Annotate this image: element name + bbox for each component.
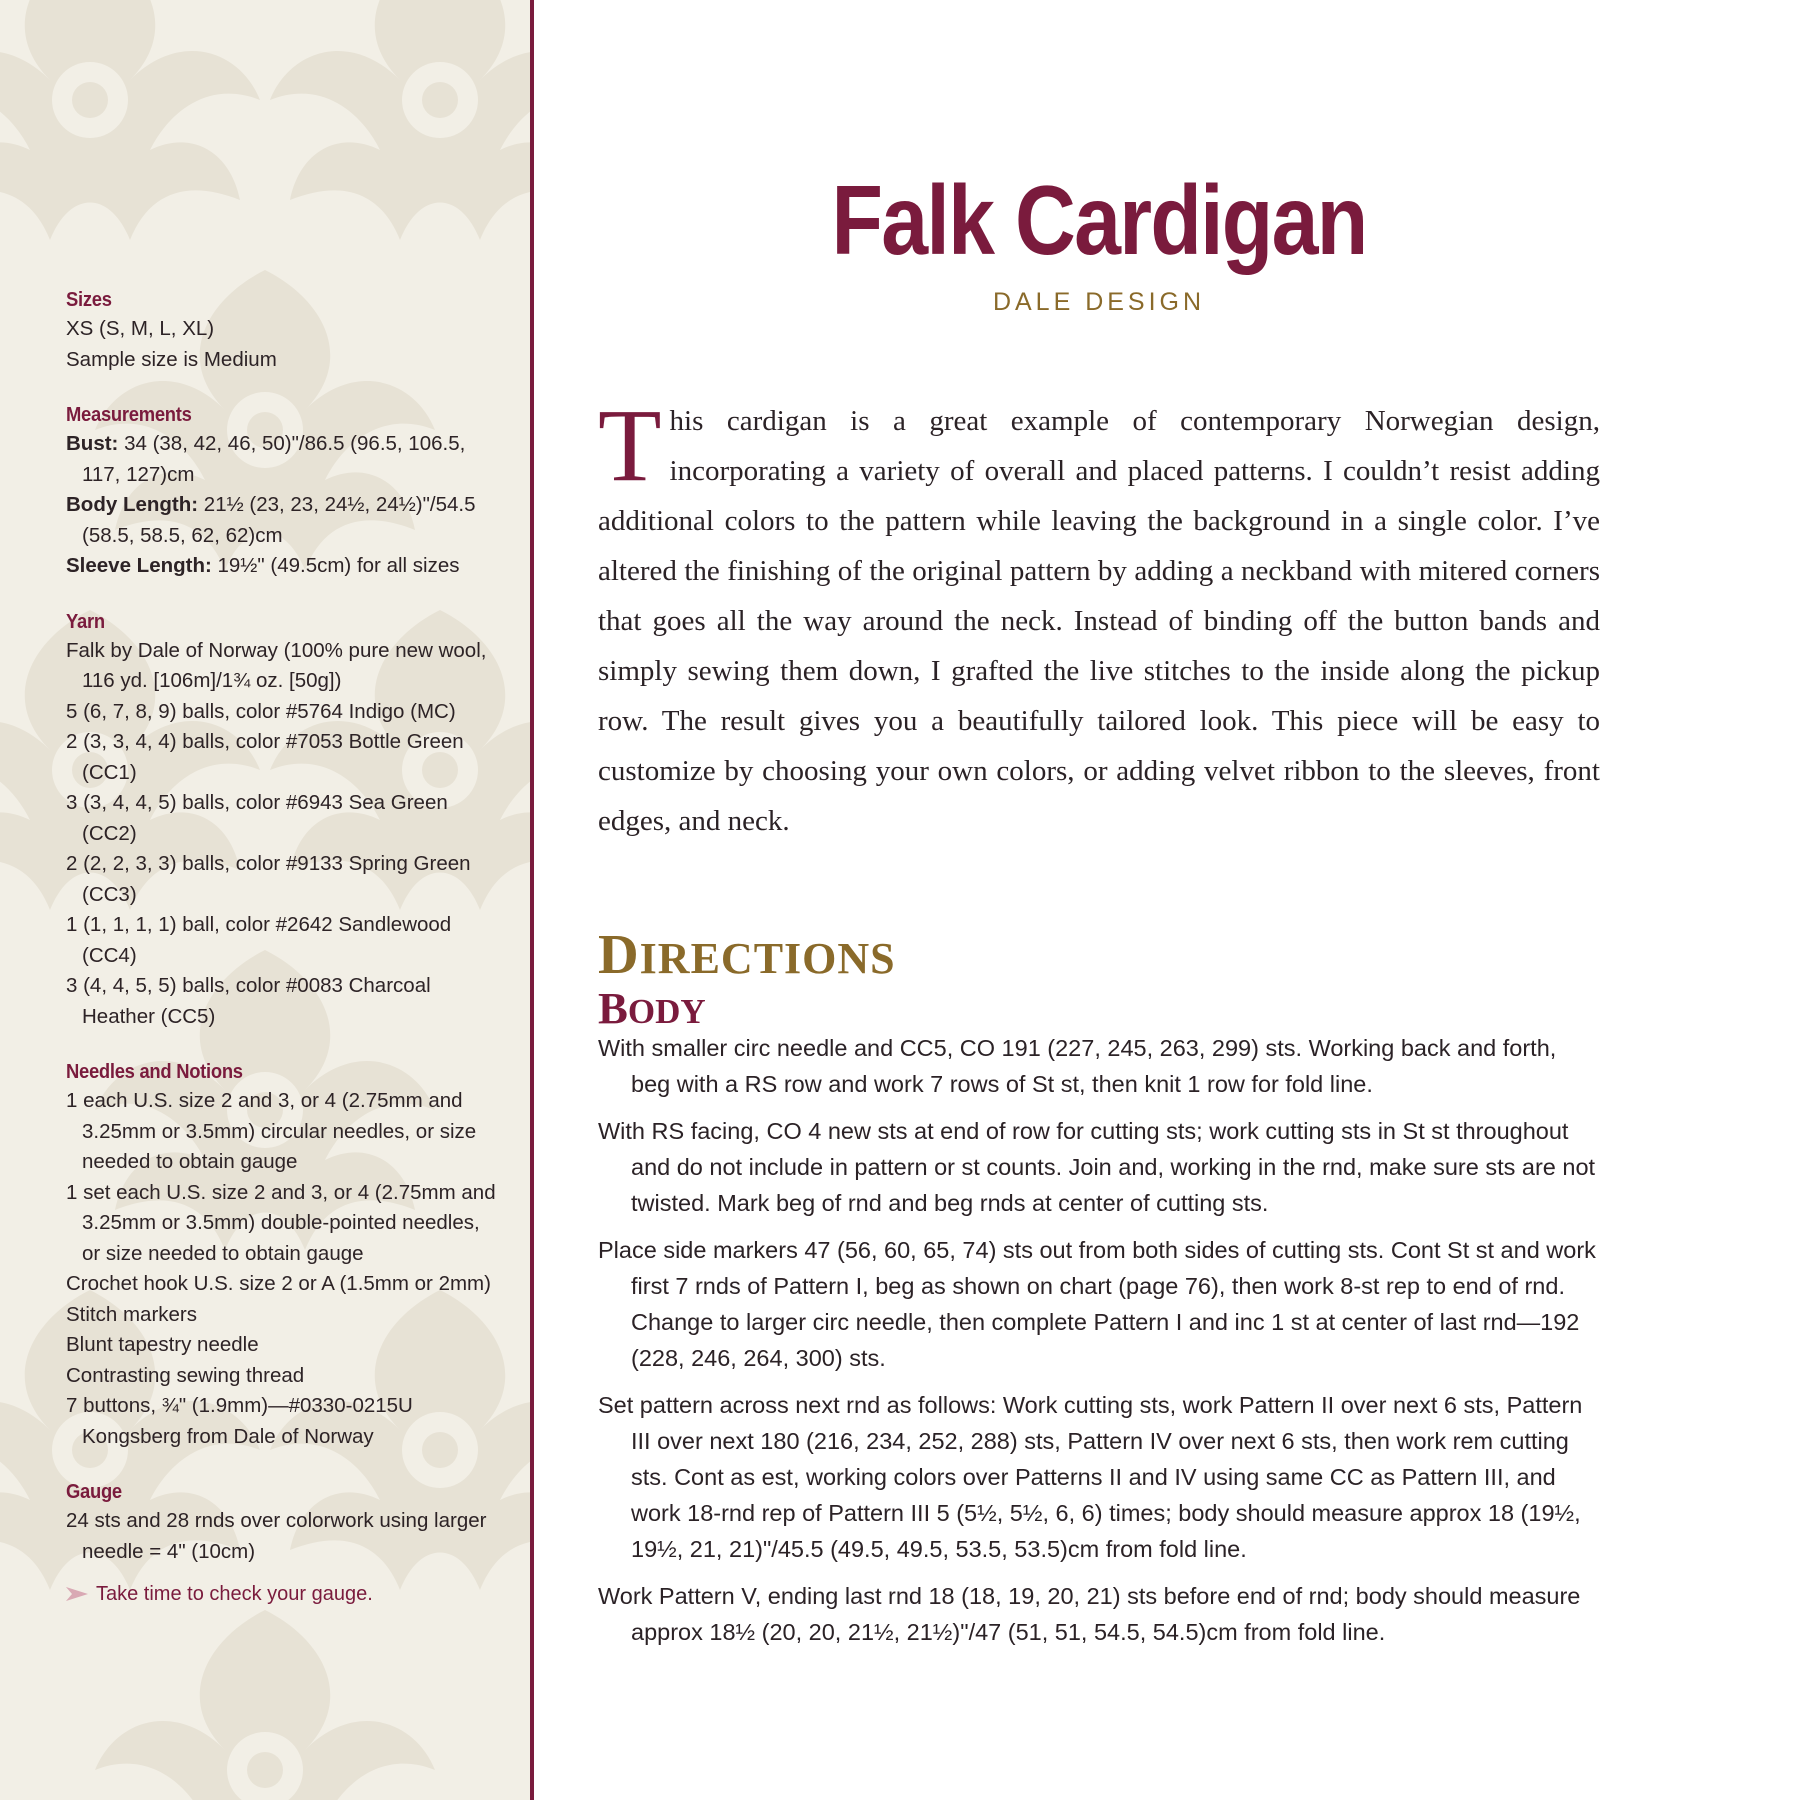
spec-line bbox=[66, 971, 496, 1032]
arrow-right-icon bbox=[66, 1585, 88, 1603]
spec-line bbox=[66, 788, 496, 849]
spec-section bbox=[66, 286, 496, 375]
spec-line bbox=[66, 490, 496, 551]
spec-text: 1 (1, 1, 1, 1) ball, color #2642 Sandlewood (CC4) bbox=[66, 913, 452, 967]
spec-text: 3 (4, 4, 5, 5) balls, color #0083 Charcoal Heather (CC5) bbox=[66, 974, 431, 1028]
spec-line bbox=[66, 314, 496, 345]
intro-paragraph bbox=[598, 388, 1600, 846]
drop-cap: T bbox=[598, 388, 662, 503]
spec-heading: Yarn bbox=[66, 610, 105, 633]
spec-text: 19½" (49.5cm) for all sizes bbox=[211, 554, 460, 577]
body-instructions bbox=[598, 1030, 1600, 1661]
spec-text: Crochet hook U.S. size 2 or A (1.5mm or 2mm) bbox=[66, 1272, 491, 1295]
spec-line bbox=[66, 551, 496, 582]
sidebar-content bbox=[66, 286, 496, 1636]
spec-text: 5 (6, 7, 8, 9) balls, color #5764 Indigo (MC) bbox=[66, 699, 456, 723]
spec-label: Bust: bbox=[66, 432, 119, 455]
spec-heading: Sizes bbox=[66, 289, 112, 311]
spec-text: Sample size is Medium bbox=[66, 347, 277, 371]
spec-text: Stitch markers bbox=[66, 1302, 197, 1326]
spec-section bbox=[66, 1058, 496, 1452]
spec-text: 2 (2, 2, 3, 3) balls, color #9133 Spring Green (CC3) bbox=[66, 852, 471, 906]
instruction-paragraph: With smaller circ needle and CC5, CO 191 (227, 245, 263, 299) sts. Working back and forth, beg with a RS row and work 7 rows of St st, then knit 1 row for fold line. bbox=[598, 1035, 1557, 1097]
spec-line bbox=[66, 727, 496, 788]
spec-text: 34 (38, 42, 46, 50)"/86.5 (96.5, 106.5, 117, 127)cm bbox=[82, 432, 466, 486]
spec-heading: Needles and Notions bbox=[66, 1061, 243, 1083]
spec-text: 7 buttons, ¾" (1.9mm)—#0330-0215U Kongsberg from Dale of Norway bbox=[66, 1394, 413, 1448]
body-heading: BODY bbox=[598, 983, 706, 1033]
spec-section bbox=[66, 401, 496, 582]
spec-line bbox=[66, 1506, 496, 1567]
main-content bbox=[598, 0, 1600, 1800]
spec-heading: Gauge bbox=[66, 1481, 122, 1503]
spec-line bbox=[66, 697, 496, 728]
spec-label: Body Length: bbox=[66, 493, 199, 516]
spec-text: Contrasting sewing thread bbox=[66, 1363, 305, 1387]
instruction-paragraph: Set pattern across next rnd as follows: Work cutting sts, work Pattern II over next 6 sts, Pattern III over next 180 (216, 234, 252, 288) sts, Pattern IV over next 6 sts, then work rem cutting sts. Cont as est, working colors over Patterns II and IV using same CC as Pattern III, and work 18-rnd rep of Pattern III 5 (5½, 5½, 6, 6) times; body should measure approx 18 (19½, 19½, 21, 21)"/45.5 (49.5, 49.5, 53.5, 53.5)cm from fold line. bbox=[598, 1392, 1583, 1562]
spec-text: Falk by Dale of Norway (100% pure new wool, 116 yd. [106m]/1¾ oz. [50g]) bbox=[66, 638, 487, 692]
spec-line bbox=[66, 1269, 496, 1300]
designer-credit: DALE DESIGN bbox=[992, 288, 1206, 316]
spec-section bbox=[66, 1478, 496, 1610]
spec-text: Blunt tapestry needle bbox=[66, 1333, 259, 1356]
spec-line bbox=[66, 1361, 496, 1392]
spec-line bbox=[66, 345, 496, 376]
page-title: Falk Cardigan bbox=[831, 165, 1367, 275]
spec-text: 3 (3, 4, 4, 5) balls, color #6943 Sea Green (CC2) bbox=[66, 791, 448, 845]
instruction-paragraph: Place side markers 47 (56, 60, 65, 74) sts out from both sides of cutting sts. Cont St st and work first 7 rnds of Pattern I, beg as shown on chart (page 76), then work 8-st rep to end of rnd. Change to larger circ needle, then complete Pattern I and inc 1 st at center of last rnd—192 (228, 246, 264, 300) sts. bbox=[598, 1237, 1596, 1371]
directions-heading: DIRECTIONS bbox=[598, 924, 896, 986]
instruction-paragraph: With RS facing, CO 4 new sts at end of row for cutting sts; work cutting sts in St st throughout and do not include in pattern or st counts. Join and, working in the rnd, make sure sts are not twisted. Mark beg of rnd and beg rnds at center of cutting sts. bbox=[598, 1118, 1596, 1216]
sidebar bbox=[0, 0, 530, 1800]
spec-line bbox=[66, 636, 496, 697]
spec-text: 1 set each U.S. size 2 and 3, or 4 (2.75mm and 3.25mm or 3.5mm) double-pointed needles, or size needed to obtain gauge bbox=[66, 1180, 496, 1265]
spec-line bbox=[66, 1330, 496, 1361]
spec-line bbox=[66, 1391, 496, 1452]
sidebar-divider bbox=[530, 0, 534, 1800]
spec-section bbox=[66, 608, 496, 1033]
spec-text: XS (S, M, L, XL) bbox=[66, 317, 215, 340]
spec-label: Sleeve Length: bbox=[66, 554, 212, 577]
spec-text: 1 each U.S. size 2 and 3, or 4 (2.75mm and 3.25mm or 3.5mm) circular needles, or size needed to obtain gauge bbox=[66, 1089, 477, 1173]
spec-line bbox=[66, 1086, 496, 1178]
intro-text: his cardigan is a great example of contemporary Norwegian design, incorporating a variety of overall and placed patterns. I couldn’t resist adding additional colors to the pattern while leaving the background in a single color. I’ve altered the finishing of the original pattern by adding a neckband with mitered corners that goes all the way around the neck. Instead of binding off the button bands and simply sewing them down, I grafted the live stitches to the inside along the pickup row. The result gives you a beautifully tailored look. This piece will be easy to customize by choosing your own colors, or adding velvet ribbon to the sleeves, front edges, and neck. bbox=[598, 405, 1600, 837]
spec-text: 2 (3, 3, 4, 4) balls, color #7053 Bottle Green (CC1) bbox=[66, 730, 464, 784]
spec-line bbox=[66, 1178, 496, 1270]
spec-heading: Measurements bbox=[66, 404, 192, 426]
gauge-note-text: Take time to check your gauge. bbox=[96, 1583, 373, 1605]
spec-text: 24 sts and 28 rnds over colorwork using larger needle = 4" (10cm) bbox=[66, 1509, 487, 1563]
spec-line bbox=[66, 429, 496, 490]
spec-line bbox=[66, 1300, 496, 1331]
spec-line bbox=[66, 910, 496, 971]
spec-line bbox=[66, 849, 496, 910]
spec-text: 21½ (23, 23, 24½, 24½)"/54.5 (58.5, 58.5, 62, 62)cm bbox=[82, 493, 476, 547]
gauge-note bbox=[66, 1579, 496, 1610]
instruction-paragraph: Work Pattern V, ending last rnd 18 (18, 19, 20, 21) sts before end of rnd; body should measure approx 18½ (20, 20, 21½, 21½)"/47 (51, 51, 54.5, 54.5)cm from fold line. bbox=[598, 1583, 1581, 1645]
